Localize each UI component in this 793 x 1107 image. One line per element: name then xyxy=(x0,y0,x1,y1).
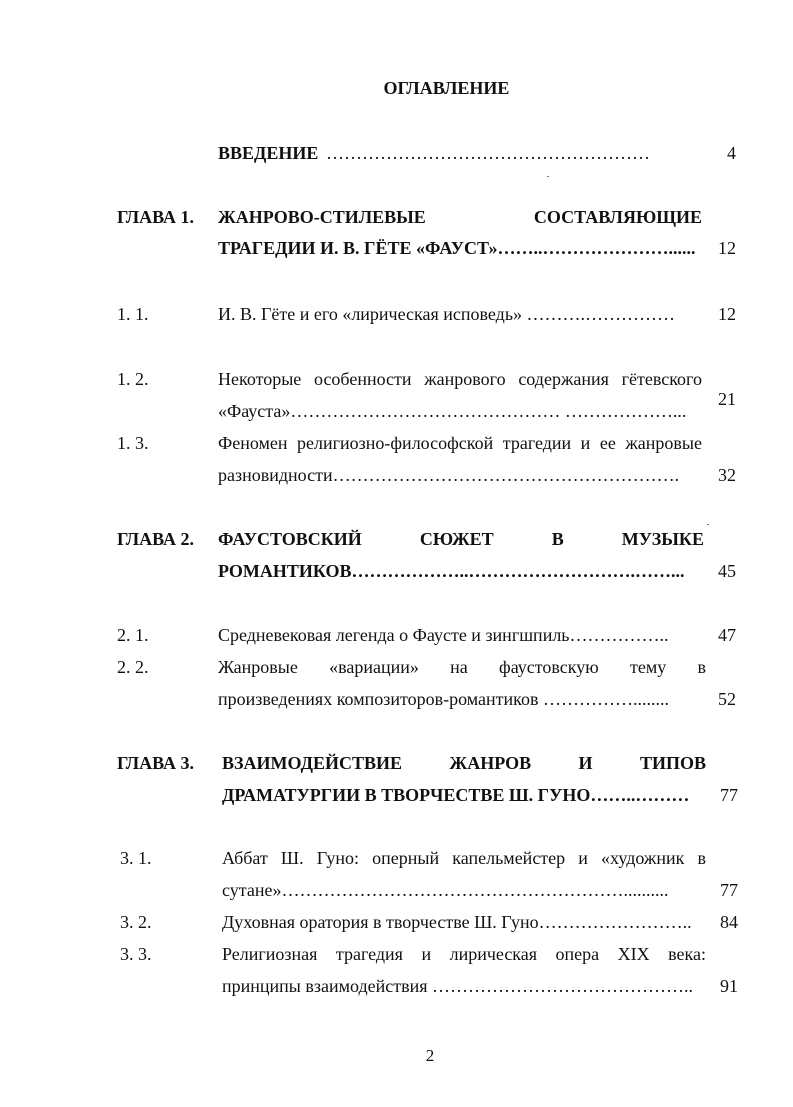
toc-chapter-title: ЖАНРОВО-СТИЛЕВЫЕ СОСТАВЛЯЮЩИЕ xyxy=(218,207,702,227)
toc-chapter-title-cont: ДРАМАТУРГИИ В ТВОРЧЕСТВЕ Ш. ГУНО……..……… xyxy=(222,785,690,805)
toc-chapter-title: ВЗАИМОДЕЙСТВИЕ ЖАНРОВ И ТИПОВ xyxy=(222,753,706,773)
toc-section-number: 3. 3. xyxy=(120,944,152,964)
toc-section-title-cont: произведениях композиторов-романтиков ……………........ xyxy=(218,689,669,709)
toc-chapter-label: ГЛАВА 1. xyxy=(117,207,195,227)
toc-section-title: Некоторые особенности жанрового содержания гётевского xyxy=(218,369,702,389)
toc-section-page: 12 xyxy=(718,304,736,324)
toc-chapter-label: ГЛАВА 2. xyxy=(117,529,195,549)
toc-section-number: 2. 1. xyxy=(117,625,149,645)
scan-speck xyxy=(707,524,709,525)
toc-section-title: Религиозная трагедия и лирическая опера XIX века: xyxy=(222,944,706,964)
toc-section-number: 1. 2. xyxy=(117,369,149,389)
toc-chapter-page: 45 xyxy=(718,561,736,581)
toc-section-page: 21 xyxy=(718,389,736,409)
toc-section-page: 32 xyxy=(718,465,736,485)
toc-intro-title: ВВЕДЕНИЕ xyxy=(218,143,319,163)
toc-chapter-title-cont: РОМАНТИКОВ………………..……………………….……... xyxy=(218,561,685,581)
toc-section-page: 47 xyxy=(718,625,736,645)
toc-section-page: 77 xyxy=(720,880,738,900)
toc-section-page: 91 xyxy=(720,976,738,996)
scan-speck xyxy=(547,176,549,177)
toc-section-page: 84 xyxy=(720,912,738,932)
toc-section-title: Феномен религиозно-философской трагедии и ее жанровые xyxy=(218,433,702,453)
toc-section-title-cont: сутане»………………………………………………….......... xyxy=(222,880,669,900)
toc-chapter-title: ФАУСТОВСКИЙ СЮЖЕТ В МУЗЫКЕ xyxy=(218,529,704,549)
toc-section-title: Средневековая легенда о Фаусте и зингшпиль…………….. xyxy=(218,625,669,645)
toc-section-title: Духовная оратория в творчестве Ш. Гуно…………………….. xyxy=(222,912,692,932)
toc-intro-leader: ……………………………………………… xyxy=(326,143,650,163)
toc-section-title: Жанровые «вариации» на фаустовскую тему в xyxy=(218,657,706,677)
toc-section-title-cont: разновидности…………………………………………………. xyxy=(218,465,680,485)
toc-section-title-cont: «Фауста»……………………………………… ………………... xyxy=(218,401,687,421)
toc-chapter-page: 12 xyxy=(718,238,736,258)
toc-chapter-page: 77 xyxy=(720,785,738,805)
toc-chapter-title-cont: ТРАГЕДИИ И. В. ГЁТЕ «ФАУСТ»……..…………………...... xyxy=(218,238,696,258)
toc-section-number: 2. 2. xyxy=(117,657,149,677)
page-heading: ОГЛАВЛЕНИЕ xyxy=(383,78,510,98)
toc-section-number: 1. 3. xyxy=(117,433,149,453)
page-number: 2 xyxy=(425,1046,435,1065)
toc-section-number: 3. 2. xyxy=(120,912,152,932)
toc-section-title: Аббат Ш. Гуно: оперный капельмейстер и «художник в xyxy=(222,848,706,868)
toc-chapter-label: ГЛАВА 3. xyxy=(117,753,195,773)
toc-section-title: И. В. Гёте и его «лирическая исповедь» ……….…………… xyxy=(218,304,676,324)
toc-section-number: 3. 1. xyxy=(120,848,152,868)
toc-section-title-cont: принципы взаимодействия …………………………………….. xyxy=(222,976,694,996)
toc-intro-page: 4 xyxy=(727,143,736,163)
toc-section-number: 1. 1. xyxy=(117,304,149,324)
toc-section-page: 52 xyxy=(718,689,736,709)
